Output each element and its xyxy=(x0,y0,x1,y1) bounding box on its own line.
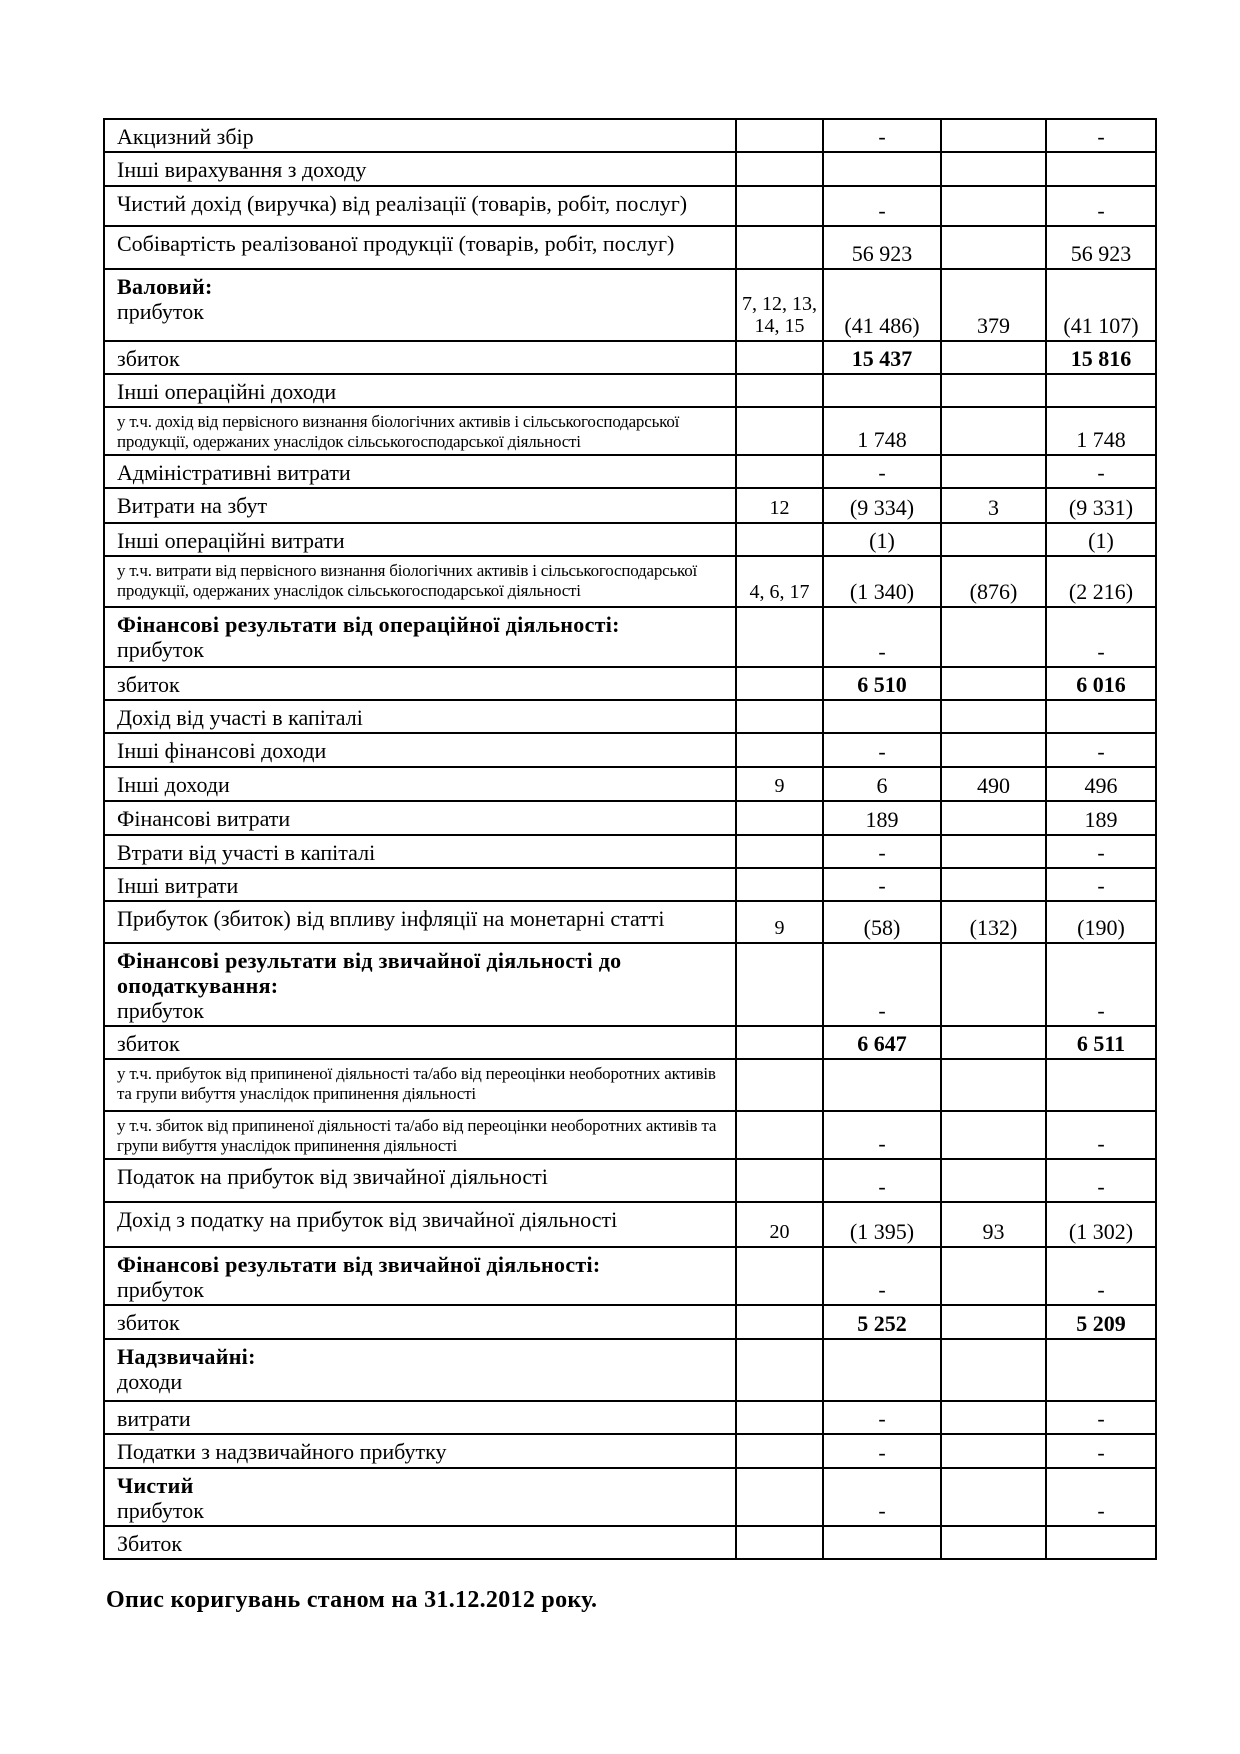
row-label-cell xyxy=(104,733,736,767)
value-cell-2: 3 xyxy=(941,488,1046,523)
table-row xyxy=(104,119,1156,152)
value-cell-3: 5 209 xyxy=(1046,1305,1156,1339)
row-label: Втрати від участі в капіталі xyxy=(117,840,376,865)
value-cell-3: - xyxy=(1046,607,1156,667)
value-cell-2 xyxy=(941,1059,1046,1111)
value-cell-3: - xyxy=(1046,186,1156,226)
table-row xyxy=(104,607,1156,667)
table-row xyxy=(104,700,1156,733)
value-cell-2 xyxy=(941,943,1046,1026)
row-label: збиток xyxy=(117,346,180,371)
row-label: Фінансові витрати xyxy=(117,806,291,831)
value-cell-1: - xyxy=(823,455,941,488)
row-label: Дохід від участі в капіталі xyxy=(117,705,363,730)
value-cell-1: 6 510 xyxy=(823,667,941,700)
section-heading: Фінансові результати від звичайної діяльності до оподаткування: xyxy=(117,948,622,998)
value-cell-3: (2 216) xyxy=(1046,556,1156,607)
value-cell-2 xyxy=(941,733,1046,767)
row-label-cell xyxy=(104,1202,736,1247)
row-label: Дохід з податку на прибуток від звичайної діяльності xyxy=(117,1207,618,1232)
row-label-cell xyxy=(104,556,736,607)
table-row xyxy=(104,868,1156,901)
note-cell xyxy=(736,1305,823,1339)
value-cell-3: 1 748 xyxy=(1046,407,1156,455)
value-cell-2 xyxy=(941,226,1046,269)
value-cell-1: - xyxy=(823,1247,941,1305)
value-cell-3: (190) xyxy=(1046,901,1156,943)
note-cell: 9 xyxy=(736,901,823,943)
value-cell-3: - xyxy=(1046,1247,1156,1305)
row-label: Витрати на збут xyxy=(117,493,268,518)
table-row xyxy=(104,767,1156,801)
value-cell-1: 189 xyxy=(823,801,941,835)
note-cell xyxy=(736,226,823,269)
table-row xyxy=(104,1339,1156,1401)
note-cell xyxy=(736,700,823,733)
row-label-cell xyxy=(104,226,736,269)
note-cell xyxy=(736,1401,823,1434)
note-cell xyxy=(736,1339,823,1401)
value-cell-2 xyxy=(941,835,1046,868)
value-cell-2 xyxy=(941,1526,1046,1559)
table-row xyxy=(104,1526,1156,1559)
row-label: прибуток xyxy=(117,299,204,324)
note-cell: 20 xyxy=(736,1202,823,1247)
row-label-cell xyxy=(104,835,736,868)
value-cell-1: - xyxy=(823,1401,941,1434)
section-heading: Чистий xyxy=(117,1473,194,1498)
table-row xyxy=(104,152,1156,186)
value-cell-1 xyxy=(823,152,941,186)
value-cell-2 xyxy=(941,700,1046,733)
table-row xyxy=(104,523,1156,556)
table-row xyxy=(104,556,1156,607)
row-label-cell xyxy=(104,186,736,226)
row-label-cell xyxy=(104,607,736,667)
value-cell-1: - xyxy=(823,119,941,152)
row-label-cell xyxy=(104,152,736,186)
value-cell-2 xyxy=(941,152,1046,186)
row-label-cell xyxy=(104,269,736,341)
section-heading: Надзвичайні: xyxy=(117,1344,256,1369)
row-label: збиток xyxy=(117,1310,180,1335)
table-row xyxy=(104,667,1156,700)
value-cell-1: - xyxy=(823,733,941,767)
value-cell-1: (1) xyxy=(823,523,941,556)
row-label-cell xyxy=(104,1305,736,1339)
note-cell xyxy=(736,1026,823,1059)
value-cell-2 xyxy=(941,667,1046,700)
row-label: збиток xyxy=(117,672,180,697)
row-label-cell xyxy=(104,943,736,1026)
row-label: Собівартість реалізованої продукції (товарів, робіт, послуг) xyxy=(117,231,675,256)
section-heading: Фінансові результати від операційної діяльності: xyxy=(117,612,620,637)
value-cell-3: - xyxy=(1046,943,1156,1026)
table-row xyxy=(104,801,1156,835)
note-cell xyxy=(736,1159,823,1202)
row-label-cell xyxy=(104,767,736,801)
value-cell-2 xyxy=(941,1159,1046,1202)
row-label: у т.ч. дохід від первісного визнання біологічних активів і сільськогосподарської продукції, одержаних унаслідок сільськогосподарської діяльності xyxy=(117,412,680,451)
value-cell-1: (1 340) xyxy=(823,556,941,607)
section-heading: Валовий: xyxy=(117,274,213,299)
table-row xyxy=(104,455,1156,488)
value-cell-2: 93 xyxy=(941,1202,1046,1247)
table-row xyxy=(104,341,1156,374)
value-cell-3 xyxy=(1046,1059,1156,1111)
row-label-cell xyxy=(104,1111,736,1159)
table-row xyxy=(104,407,1156,455)
row-label: Інші операційні витрати xyxy=(117,528,345,553)
value-cell-3 xyxy=(1046,1526,1156,1559)
table-row xyxy=(104,1111,1156,1159)
value-cell-1: - xyxy=(823,868,941,901)
note-cell xyxy=(736,733,823,767)
row-label-cell xyxy=(104,1339,736,1401)
row-label: витрати xyxy=(117,1406,191,1431)
row-label: Адміністративні витрати xyxy=(117,460,351,485)
value-cell-1: - xyxy=(823,943,941,1026)
value-cell-3: (1) xyxy=(1046,523,1156,556)
row-label: прибуток xyxy=(117,637,204,662)
table-row xyxy=(104,733,1156,767)
row-label: Інші операційні доходи xyxy=(117,379,337,404)
value-cell-3 xyxy=(1046,152,1156,186)
value-cell-3: - xyxy=(1046,868,1156,901)
note-cell: 9 xyxy=(736,767,823,801)
table-row xyxy=(104,1026,1156,1059)
row-label: у т.ч. збиток від припиненої діяльності та/або від переоцінки необоротних активів та групи вибуття унаслідок припинення діяльності xyxy=(117,1116,717,1155)
row-label-cell xyxy=(104,1401,736,1434)
value-cell-1: 1 748 xyxy=(823,407,941,455)
note-cell xyxy=(736,1434,823,1468)
row-label-cell xyxy=(104,407,736,455)
table-row xyxy=(104,943,1156,1026)
note-cell xyxy=(736,455,823,488)
value-cell-3: - xyxy=(1046,1434,1156,1468)
value-cell-1 xyxy=(823,1339,941,1401)
value-cell-3: 6 016 xyxy=(1046,667,1156,700)
row-label: Податок на прибуток від звичайної діяльності xyxy=(117,1164,548,1189)
row-label: у т.ч. витрати від первісного визнання біологічних активів і сільськогосподарської продукції, одержаних унаслідок сільськогосподарської діяльності xyxy=(117,561,698,600)
value-cell-2 xyxy=(941,1305,1046,1339)
value-cell-2 xyxy=(941,801,1046,835)
value-cell-1: 5 252 xyxy=(823,1305,941,1339)
value-cell-3: 6 511 xyxy=(1046,1026,1156,1059)
row-label-cell xyxy=(104,700,736,733)
note-cell xyxy=(736,1059,823,1111)
note-cell xyxy=(736,943,823,1026)
value-cell-2 xyxy=(941,1111,1046,1159)
row-label: Інші фінансові доходи xyxy=(117,738,327,763)
value-cell-1: (58) xyxy=(823,901,941,943)
value-cell-2 xyxy=(941,407,1046,455)
table-row xyxy=(104,1202,1156,1247)
row-label-cell xyxy=(104,1434,736,1468)
table-row xyxy=(104,269,1156,341)
note-cell xyxy=(736,1111,823,1159)
value-cell-2 xyxy=(941,1339,1046,1401)
value-cell-2 xyxy=(941,455,1046,488)
value-cell-3: 56 923 xyxy=(1046,226,1156,269)
row-label-cell xyxy=(104,374,736,407)
table-row xyxy=(104,1434,1156,1468)
value-cell-1: - xyxy=(823,186,941,226)
value-cell-3 xyxy=(1046,374,1156,407)
row-label: Інші витрати xyxy=(117,873,239,898)
row-label: доходи xyxy=(117,1369,183,1394)
note-cell xyxy=(736,341,823,374)
row-label: Податки з надзвичайного прибутку xyxy=(117,1439,447,1464)
section-heading: Фінансові результати від звичайної діяльності: xyxy=(117,1252,601,1277)
value-cell-3: - xyxy=(1046,119,1156,152)
value-cell-2: (132) xyxy=(941,901,1046,943)
row-label: прибуток xyxy=(117,998,204,1023)
financial-results-table xyxy=(103,118,1157,1560)
table-row xyxy=(104,374,1156,407)
value-cell-3: 496 xyxy=(1046,767,1156,801)
note-cell xyxy=(736,607,823,667)
value-cell-3: - xyxy=(1046,835,1156,868)
note-cell xyxy=(736,1247,823,1305)
value-cell-1: - xyxy=(823,1434,941,1468)
value-cell-1: (9 334) xyxy=(823,488,941,523)
table-row xyxy=(104,1401,1156,1434)
note-cell: 7, 12, 13, 14, 15 xyxy=(736,269,823,341)
value-cell-3: - xyxy=(1046,1111,1156,1159)
value-cell-3: - xyxy=(1046,733,1156,767)
table-row xyxy=(104,835,1156,868)
table-row xyxy=(104,488,1156,523)
row-label-cell xyxy=(104,1468,736,1526)
row-label-cell xyxy=(104,1526,736,1559)
value-cell-2 xyxy=(941,1026,1046,1059)
value-cell-1 xyxy=(823,1526,941,1559)
row-label: Інші доходи xyxy=(117,772,230,797)
value-cell-1: 15 437 xyxy=(823,341,941,374)
value-cell-1: 6 xyxy=(823,767,941,801)
table-row xyxy=(104,186,1156,226)
note-cell: 12 xyxy=(736,488,823,523)
row-label-cell xyxy=(104,1059,736,1111)
value-cell-3: - xyxy=(1046,1159,1156,1202)
note-cell xyxy=(736,523,823,556)
note-cell: 4, 6, 17 xyxy=(736,556,823,607)
table-row xyxy=(104,1305,1156,1339)
note-cell xyxy=(736,152,823,186)
value-cell-2 xyxy=(941,1468,1046,1526)
value-cell-1: - xyxy=(823,1159,941,1202)
note-cell xyxy=(736,374,823,407)
row-label-cell xyxy=(104,488,736,523)
note-cell xyxy=(736,667,823,700)
table-row xyxy=(104,901,1156,943)
row-label-cell xyxy=(104,868,736,901)
value-cell-1: 56 923 xyxy=(823,226,941,269)
value-cell-2: 490 xyxy=(941,767,1046,801)
note-cell xyxy=(736,835,823,868)
value-cell-1: (1 395) xyxy=(823,1202,941,1247)
table-body xyxy=(104,119,1156,1559)
value-cell-1: - xyxy=(823,607,941,667)
value-cell-3: - xyxy=(1046,1401,1156,1434)
value-cell-2 xyxy=(941,1247,1046,1305)
table-row xyxy=(104,226,1156,269)
value-cell-2: (876) xyxy=(941,556,1046,607)
row-label-cell xyxy=(104,801,736,835)
row-label: Акцизний збір xyxy=(117,124,254,149)
value-cell-3: 189 xyxy=(1046,801,1156,835)
value-cell-3: (1 302) xyxy=(1046,1202,1156,1247)
value-cell-2 xyxy=(941,607,1046,667)
corrections-caption: Опис коригувань станом на 31.12.2012 року. xyxy=(106,1587,598,1613)
row-label: Прибуток (збиток) від впливу інфляції на монетарні статті xyxy=(117,906,665,931)
value-cell-2 xyxy=(941,1434,1046,1468)
row-label-cell xyxy=(104,523,736,556)
value-cell-1: 6 647 xyxy=(823,1026,941,1059)
table-row xyxy=(104,1247,1156,1305)
row-label: Інші вирахування з доходу xyxy=(117,157,367,182)
note-cell xyxy=(736,119,823,152)
value-cell-3: (41 107) xyxy=(1046,269,1156,341)
note-cell xyxy=(736,407,823,455)
value-cell-1 xyxy=(823,1059,941,1111)
value-cell-2: 379 xyxy=(941,269,1046,341)
value-cell-3: (9 331) xyxy=(1046,488,1156,523)
row-label-cell xyxy=(104,1247,736,1305)
note-cell xyxy=(736,1468,823,1526)
row-label: збиток xyxy=(117,1031,180,1056)
row-label-cell xyxy=(104,1159,736,1202)
row-label-cell xyxy=(104,901,736,943)
row-label-cell xyxy=(104,341,736,374)
value-cell-2 xyxy=(941,868,1046,901)
value-cell-1: (41 486) xyxy=(823,269,941,341)
row-label: Збиток xyxy=(117,1531,183,1556)
row-label-cell xyxy=(104,455,736,488)
value-cell-3 xyxy=(1046,700,1156,733)
value-cell-1: - xyxy=(823,1111,941,1159)
value-cell-1 xyxy=(823,374,941,407)
note-cell xyxy=(736,801,823,835)
note-cell xyxy=(736,1526,823,1559)
value-cell-2 xyxy=(941,341,1046,374)
table-row xyxy=(104,1159,1156,1202)
row-label-cell xyxy=(104,1026,736,1059)
note-cell xyxy=(736,186,823,226)
value-cell-3: - xyxy=(1046,1468,1156,1526)
row-label: у т.ч. прибуток від припиненої діяльності та/або від переоцінки необоротних активів та групи вибуття унаслідок припинення діяльності xyxy=(117,1064,716,1103)
value-cell-3: 15 816 xyxy=(1046,341,1156,374)
value-cell-1: - xyxy=(823,835,941,868)
value-cell-2 xyxy=(941,186,1046,226)
value-cell-1: - xyxy=(823,1468,941,1526)
value-cell-2 xyxy=(941,374,1046,407)
table-row xyxy=(104,1468,1156,1526)
value-cell-2 xyxy=(941,523,1046,556)
value-cell-2 xyxy=(941,119,1046,152)
note-cell xyxy=(736,868,823,901)
row-label: прибуток xyxy=(117,1277,204,1302)
value-cell-2 xyxy=(941,1401,1046,1434)
row-label-cell xyxy=(104,119,736,152)
table-row xyxy=(104,1059,1156,1111)
value-cell-3: - xyxy=(1046,455,1156,488)
row-label-cell xyxy=(104,667,736,700)
value-cell-3 xyxy=(1046,1339,1156,1401)
row-label: прибуток xyxy=(117,1498,204,1523)
value-cell-1 xyxy=(823,700,941,733)
row-label: Чистий дохід (виручка) від реалізації (товарів, робіт, послуг) xyxy=(117,191,688,216)
